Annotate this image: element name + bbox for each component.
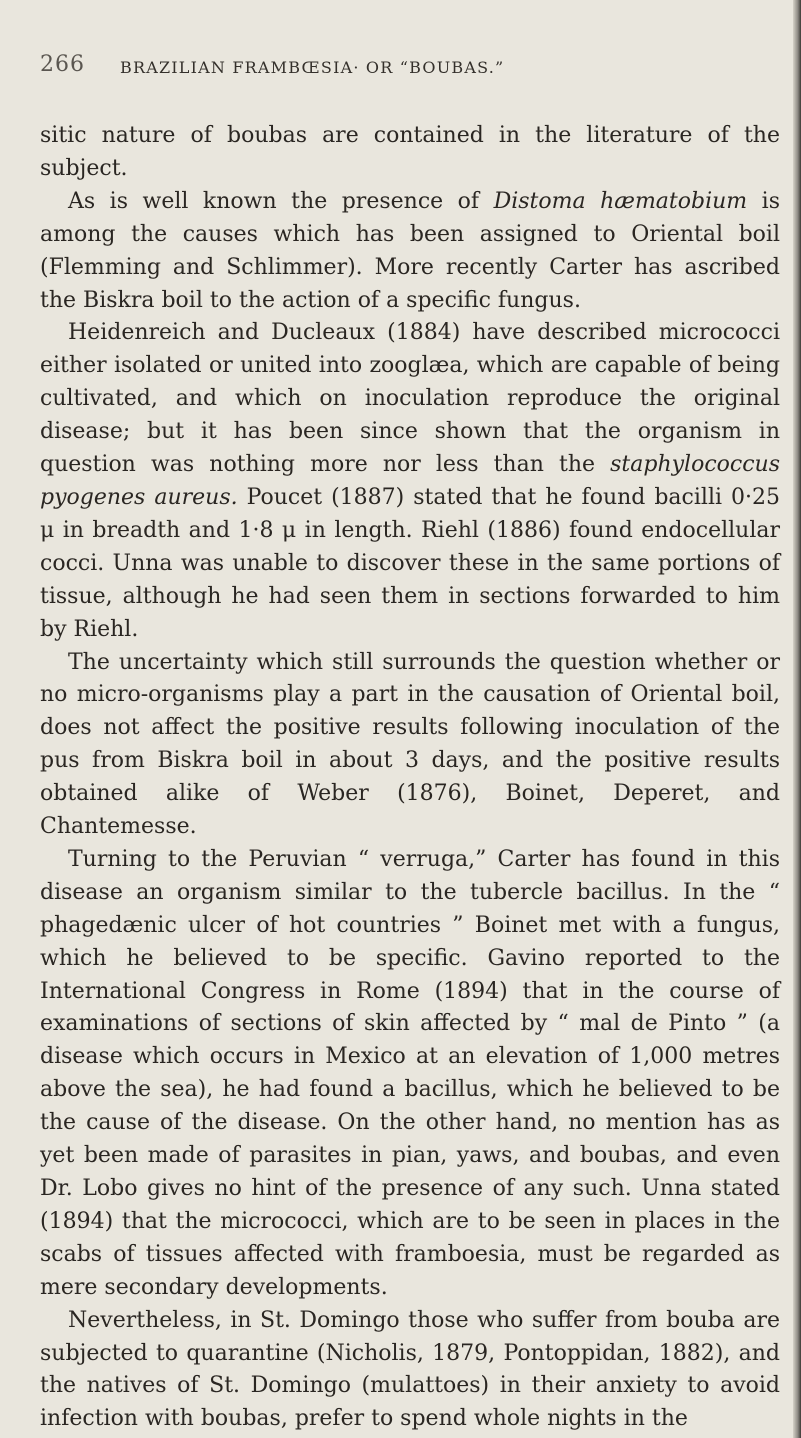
text-run: Nevertheless, in St. Domingo those who suffer from bouba are subjected to quarantine (Nicholis, 1879, Pontoppidan, 1882), and the natives of St. Domingo (mulattoes) in their anxiety to avoid infection with boubas, prefer to spend whole nights in the: [40, 1307, 780, 1432]
text-run: Poucet (1887) stated that he found bacilli 0·25 μ in breadth and 1·8 μ in length. Riehl (1886) found endocellular cocci. Unna was unable to discover these in the same portions of tissue, although he had seen them in sections forwarded to him by Riehl.: [40, 484, 780, 642]
italic-term: staphylococcus pyogenes aureus.: [40, 452, 780, 510]
page-number: 266: [40, 52, 85, 77]
paragraph-p1: [40, 120, 780, 186]
text-run: The uncertainty which still surrounds the question whether or no micro-organisms play a part in the causation of Oriental boil, does not affect the positive results following inoculation of the pus from Biskra boil in about 3 days, and the positive results obtained alike of Weber (1876), Boinet, Deperet, and Chantemesse.: [40, 649, 780, 840]
text-run: Turning to the Peruvian “ verruga,” Carter has found in this disease an organism similar to the tubercle bacillus. In the “ phagedænic ulcer of hot countries ” Boinet met with a fungus, which he believed to be specific. Gavino reported to the International Congress in Rome (1894) that in the course of examinations of sections of skin affected by “ mal de Pinto ” (a disease which occurs in Mexico at an elevation of 1,000 metres above the sea), he had found a bacillus, which he believed to be the cause of the disease. On the other hand, no mention has as yet been made of parasites in pian, yaws, and boubas, and even Dr. Lobo gives no hint of the presence of any such. Unna stated (1894) that the micrococci, which are to be seen in places in the scabs of tissues affected with framboesia, must be regarded as mere secondary developments.: [40, 846, 780, 1300]
text-run: sitic nature of boubas are contained in the literature of the subject.: [40, 123, 780, 181]
italic-term: Distoma hæmatobium: [493, 188, 748, 214]
paragraph-p4: [40, 647, 780, 844]
page-header: [40, 52, 780, 92]
paragraph-p3: [40, 317, 780, 646]
running-head: BRAZILIAN FRAMBŒSIA· OR “BOUBAS.”: [120, 58, 505, 77]
paragraph-p5: [40, 844, 780, 1305]
text-run: As is well known the presence of: [68, 188, 494, 214]
paragraph-p6: [40, 1305, 780, 1437]
text-run: Heidenreich and Ducleaux (1884) have described micrococci either isolated or united into zooglæa, which are capable of being cultivated, and which on inoculation reproduce the original disease; but it has been since shown that the organism in question was nothing more nor less than the: [40, 320, 780, 478]
body-text: [40, 120, 780, 1436]
paragraph-p2: [40, 186, 780, 318]
text-run: is among the causes which has been assigned to Oriental boil (Flemming and Schlimmer). More recently Carter has ascribed the Biskra boil to the action of a specific fungus.: [40, 188, 780, 313]
page-edge-shadow: [793, 0, 801, 1438]
